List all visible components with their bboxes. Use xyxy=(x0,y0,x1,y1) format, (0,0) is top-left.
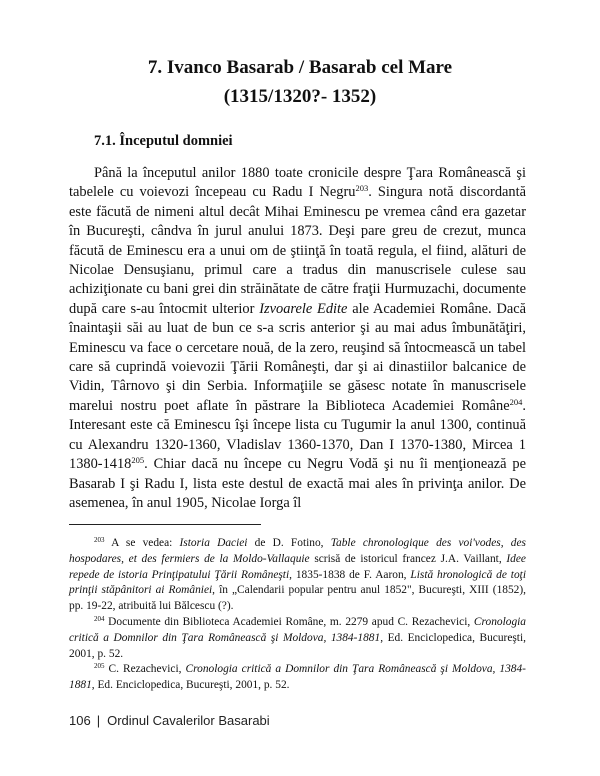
text-run: , 1835-1838 de F. Aaron, xyxy=(289,568,411,581)
footnotes xyxy=(69,536,526,694)
chapter-title: 7. Ivanco Basarab / Basarab cel Mare xyxy=(147,57,453,78)
text-run: Până la începutul anilor 1880 toate cronicile despre Ţara Românească şi tabelele cu voievozi începeau cu Radu I Negru xyxy=(69,165,526,201)
page-footer xyxy=(69,713,270,728)
italic-title: Izvoarele Edite xyxy=(259,300,348,317)
text-run: de D. Fotino, xyxy=(247,537,331,549)
footnote-204 xyxy=(69,615,526,662)
footnote-number: 203 xyxy=(94,536,105,544)
text-run: A se vedea: xyxy=(104,537,180,549)
text-run: , Ed. Enciclopedica, Bucureşti, 2001, p. 52. xyxy=(91,679,290,692)
italic-title: Idee repede de istoria Prinţipatului Ţării Româneşti xyxy=(69,552,526,581)
footer-separator: | xyxy=(96,713,101,728)
chapter-date-range: (1315/1320?- 1352) xyxy=(223,86,377,107)
text-run: . Interesant este că Eminescu îşi începe lista cu Tugumir la anul 1300, continuă cu Alexandru 1320-1360, Vladislav 1360-1370, Dan I 1370-1380, Mircea 1 1380-1418 xyxy=(69,397,526,473)
italic-title: Cronologia critică a Domnilor din Ţara Românească şi Moldova, 1384-1881 xyxy=(69,663,526,692)
footnote-203 xyxy=(69,536,526,615)
body-paragraph xyxy=(69,164,526,513)
footnote-number: 204 xyxy=(94,614,105,623)
text-run: . Singura notă discordantă este făcută de nimeni altul decât Mihai Eminescu pe vremea când era gazetar în Bucureşti, cândva în jurul anului 1873. Deşi pare greu de crezut, munca făcută de Eminescu era a unui om de ştiinţă în toată regula, el fiind, alături de Nicolae Densuşianu, primul care a tradus din manuscrisele culese sau achiziţionate cu bani grei din străinătate de către fraţii Hurmuzachi, documente după care s-au întocmit ulterior xyxy=(69,184,527,317)
text-run: scrisă de istoricul francez J.A. Vaillant, xyxy=(309,552,507,565)
body-text xyxy=(69,164,526,513)
text-run: Documente din Biblioteca Academiei Române, m. 2279 apud C. Rezachevici, xyxy=(104,615,474,628)
text-run: . Chiar dacă nu începe cu Negru Vodă şi nu îi menţionează pe Basarab I şi Radu I, lista este destul de exactă mai ales în privinţa anilor. De asemenea, în anul 1905, Nicolae Iorga îl xyxy=(69,456,526,511)
text-run: C. Rezachevici, xyxy=(104,663,186,676)
footnote-ref-205: 205 xyxy=(131,455,145,466)
footnote-205 xyxy=(69,662,526,694)
italic-title: Listă hronologică de toţi prinţii stăpânitori ai României xyxy=(69,568,526,597)
footnote-ref-203: 203 xyxy=(355,183,369,194)
footnote-ref-204: 204 xyxy=(509,396,523,407)
italic-title: Table chronologique des voi'vodes, des hospodares, et des fermiers de la Moldo-Vallaquie xyxy=(69,537,526,565)
text-run: ale Academiei Române. Dacă înaintaşii săi au luat de bun ce s-a scris anterior şi au mai adus îmbunătăţiri, Eminescu va face o cercetare nouă, de la zero, reuşind să întocmească un tabel care să cuprindă voievozii Ţării Româneşti, dar şi ai dinastiilor balcanice de Vidin, Târnovo şi din Serbia. Informaţiile se găsesc notate în manuscrisele marelui nostru poet aflate în păstrare la Biblioteca Academiei Române xyxy=(69,300,527,414)
italic-title: Istoria Daciei xyxy=(179,537,248,549)
footnote-divider xyxy=(69,524,261,525)
page-number: 106 xyxy=(69,713,91,728)
section-heading: 7.1. Începutul domniei xyxy=(94,133,233,149)
italic-title: Cronologia critică a Domnilor din Ţara Românească şi Moldova, 1384-1881 xyxy=(69,615,526,644)
text-run: , în „Calendarii popular pentru anul 1852", Bucureşti, XIII (1852), pp. 19-22, atribuită lui Bălcescu (?). xyxy=(69,584,526,613)
text-run: , Ed. Enciclopedica, Bucureşti, 2001, p. 52. xyxy=(69,631,526,660)
running-title: Ordinul Cavalerilor Basarabi xyxy=(107,713,270,728)
footnote-number: 205 xyxy=(94,662,105,671)
